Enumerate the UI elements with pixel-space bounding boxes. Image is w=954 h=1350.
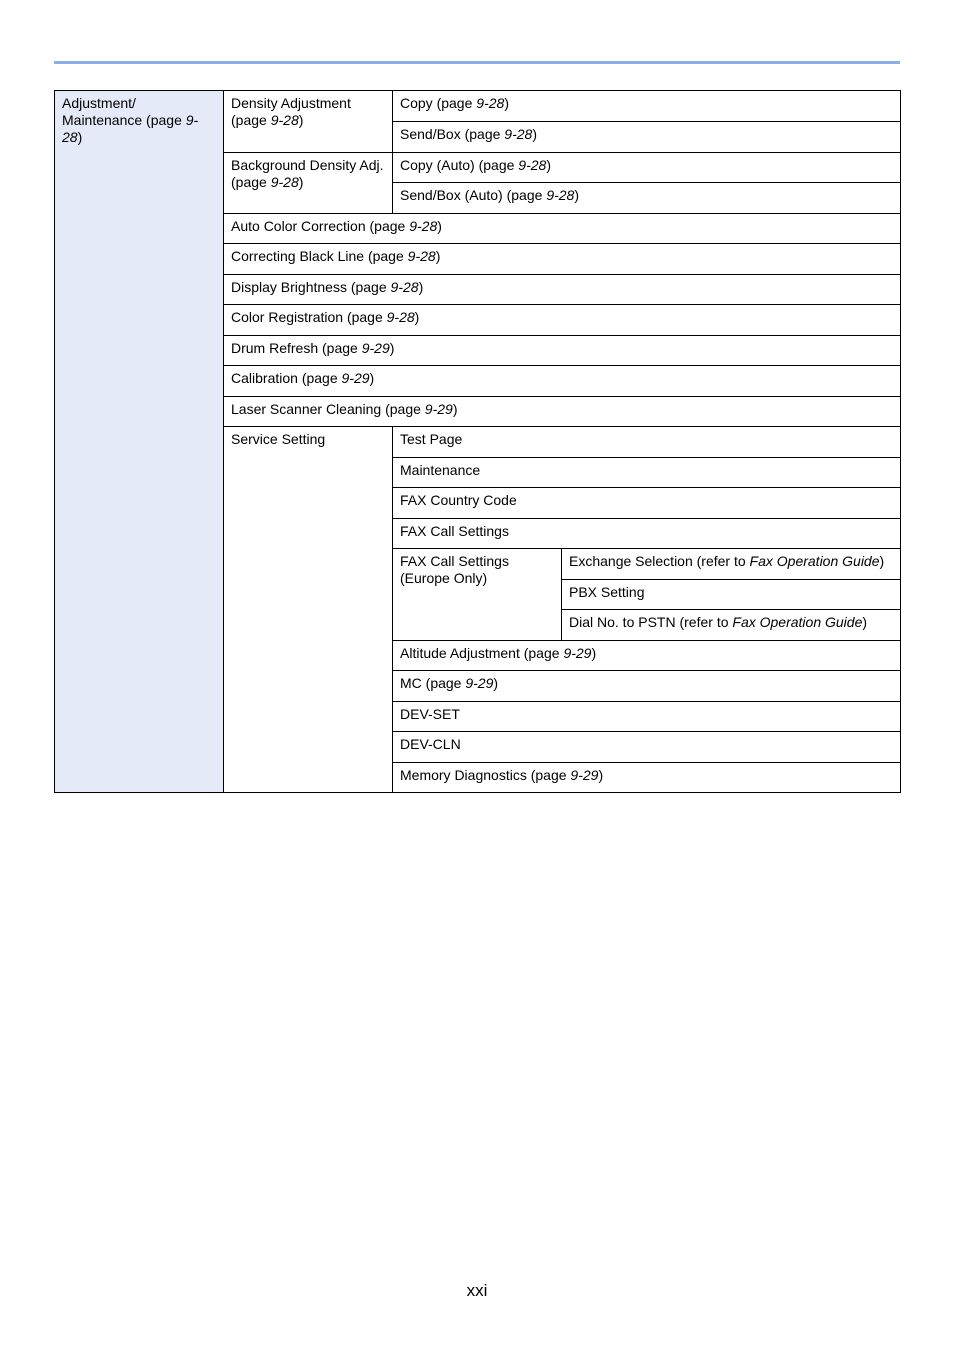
menu-item-display-brightness: Display Brightness (page 9-28) <box>224 275 901 305</box>
page-ref[interactable]: 9-29 <box>361 340 390 356</box>
page-ref[interactable]: 9-28 <box>518 157 547 173</box>
page-ref[interactable]: 9-28 <box>270 174 299 190</box>
service-dev-cln: DEV-CLN <box>393 732 901 763</box>
density-copy-cell: Copy (page 9-28) <box>393 91 901 122</box>
background-copy-auto-cell: Copy (Auto) (page 9-28) <box>393 153 901 183</box>
fax-exchange-selection: Exchange Selection (refer to Fax Operation Guide) <box>562 549 901 580</box>
service-mc: MC (page 9-29) <box>393 671 901 702</box>
service-dev-set: DEV-SET <box>393 702 901 732</box>
page-ref[interactable]: 9-29 <box>465 675 494 691</box>
menu-table <box>54 90 901 793</box>
background-send-box-auto-cell: Send/Box (Auto) (page 9-28) <box>393 183 901 214</box>
service-fax-country-code: FAX Country Code <box>393 488 901 519</box>
menu-item-calibration: Calibration (page 9-29) <box>224 366 901 397</box>
page-ref[interactable]: 9-28 <box>476 95 505 111</box>
service-memory-diagnostics: Memory Diagnostics (page 9-29) <box>393 763 901 793</box>
page-ref[interactable]: 9-29 <box>563 645 592 661</box>
fax-pbx-setting: PBX Setting <box>562 580 901 610</box>
menu-item-correcting-black-line: Correcting Black Line (page 9-28) <box>224 244 901 275</box>
guide-ref: Fax Operation Guide <box>749 553 880 569</box>
service-fax-call-europe: FAX Call Settings (Europe Only) <box>393 549 562 641</box>
menu-item-laser-scanner-cleaning: Laser Scanner Cleaning (page 9-29) <box>224 397 901 427</box>
page-ref[interactable]: 9-28 <box>62 112 199 145</box>
background-density-cell: Background Density Adj. (page 9-28) <box>224 153 393 214</box>
page-ref[interactable]: 9-28 <box>546 187 575 203</box>
page-ref[interactable]: 9-28 <box>386 309 415 325</box>
service-maintenance: Maintenance <box>393 458 901 488</box>
density-adjustment-cell: Density Adjustment (page 9-28) <box>224 91 393 153</box>
page-number: xxi <box>466 1281 488 1300</box>
page-ref[interactable]: 9-28 <box>504 126 533 142</box>
menu-item-color-registration: Color Registration (page 9-28) <box>224 305 901 336</box>
page-ref[interactable]: 9-29 <box>341 370 370 386</box>
category-cell: Adjustment/ Maintenance (page 9-28) <box>55 91 224 793</box>
page-ref[interactable]: 9-28 <box>270 112 299 128</box>
menu-item-auto-color-correction: Auto Color Correction (page 9-28) <box>224 214 901 244</box>
page-ref[interactable]: 9-28 <box>390 279 419 295</box>
menu-item-drum-refresh: Drum Refresh (page 9-29) <box>224 336 901 366</box>
fax-dial-no-pstn: Dial No. to PSTN (refer to Fax Operation Guide) <box>562 610 901 641</box>
page-ref[interactable]: 9-29 <box>570 767 599 783</box>
service-test-page: Test Page <box>393 427 901 458</box>
page-ref[interactable]: 9-29 <box>424 401 453 417</box>
header-rule <box>54 61 900 64</box>
guide-ref: Fax Operation Guide <box>732 614 863 630</box>
density-send-box-cell: Send/Box (page 9-28) <box>393 122 901 153</box>
page-ref[interactable]: 9-28 <box>407 248 436 264</box>
service-fax-call-settings: FAX Call Settings <box>393 519 901 549</box>
page-ref[interactable]: 9-28 <box>409 218 438 234</box>
service-setting-cell: Service Setting <box>224 427 393 793</box>
service-altitude-adjustment: Altitude Adjustment (page 9-29) <box>393 641 901 671</box>
